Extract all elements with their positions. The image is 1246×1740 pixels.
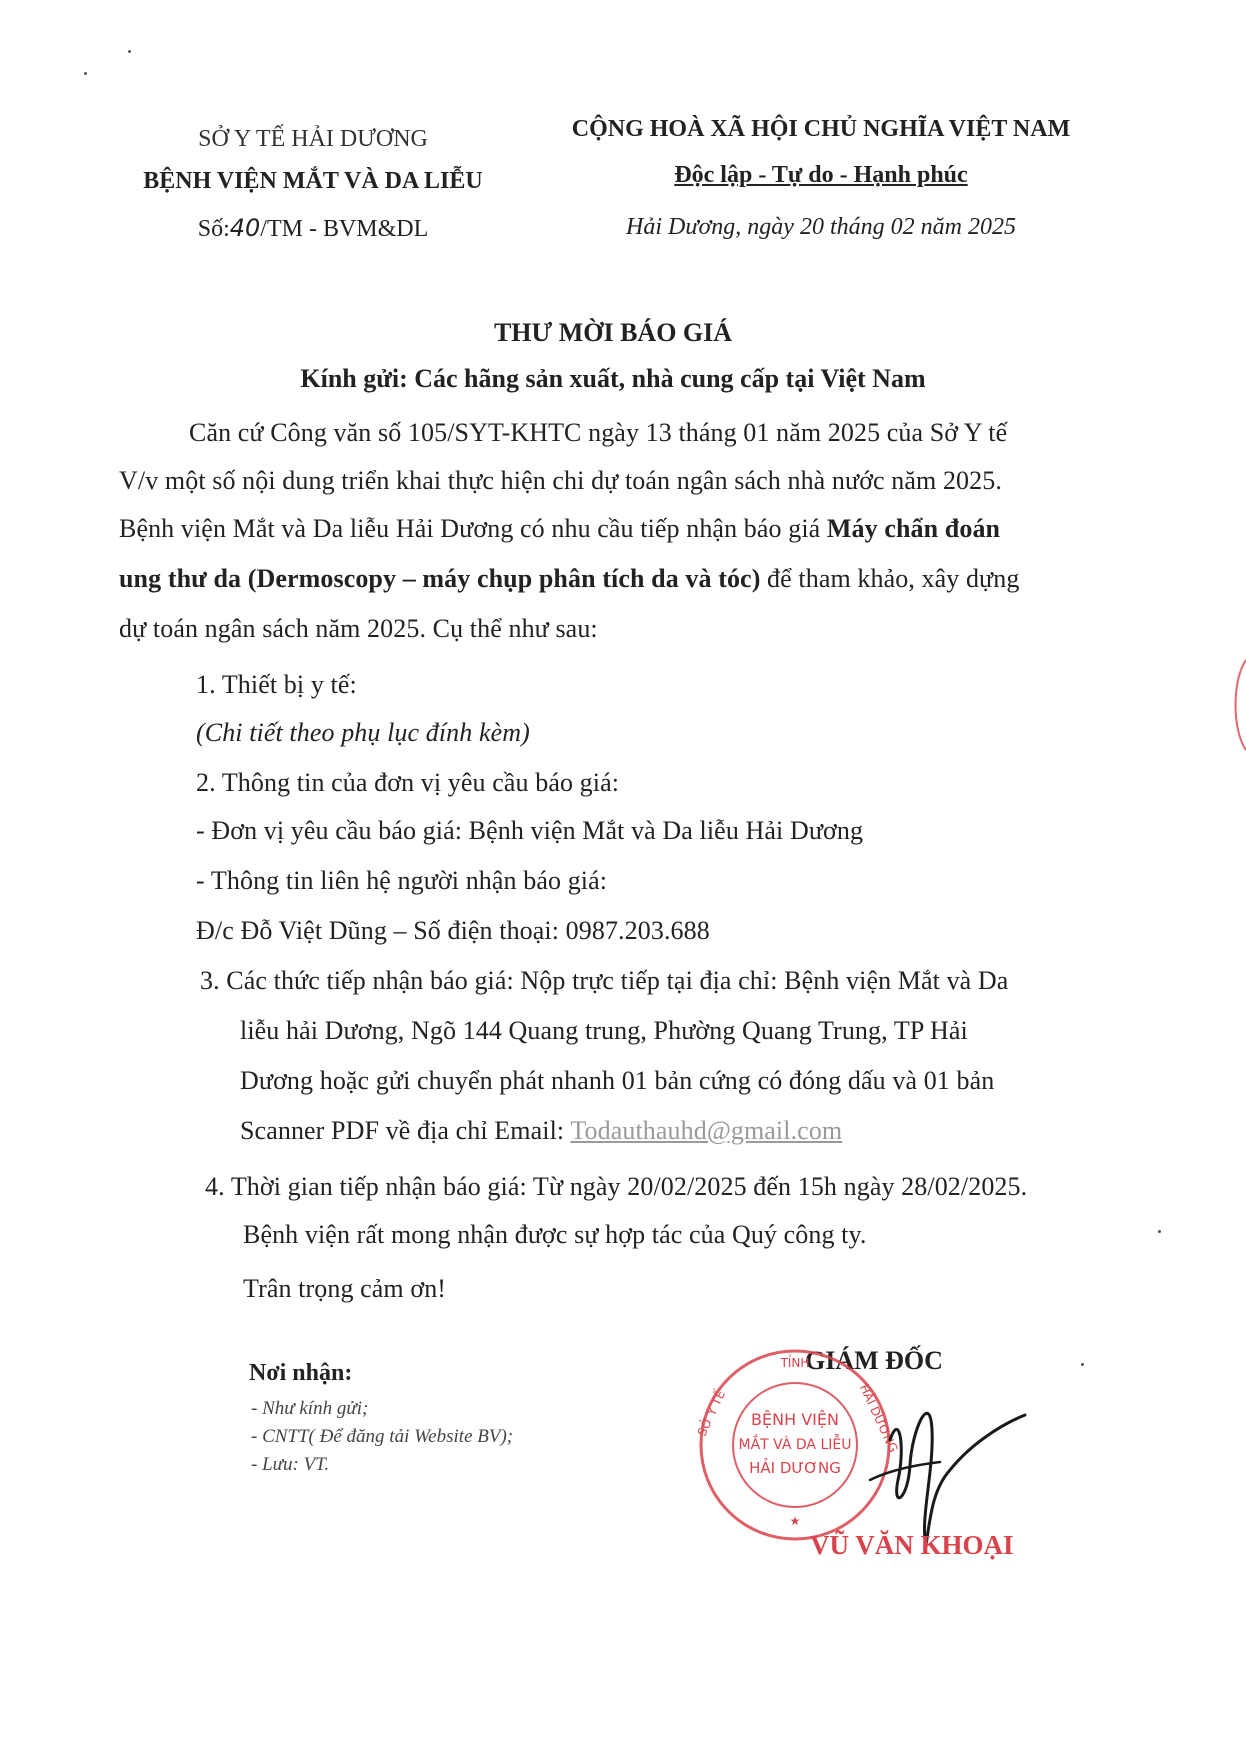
ministry-name: SỞ Y TẾ HẢI DƯƠNG [198, 126, 428, 152]
email-link[interactable]: Todauthauhd@gmail.com [570, 1116, 843, 1145]
item-2: 2. Thông tin của đơn vị yêu cầu báo giá: [196, 768, 620, 797]
body-line-5: dự toán ngân sách năm 2025. Cụ thể như sau: [119, 614, 598, 643]
recipient-1: - Như kính gửi; [251, 1398, 369, 1419]
item-3-line-1: 3. Các thức tiếp nhận báo giá: Nộp trực tiếp tại địa chỉ: Bệnh viện Mắt và Da [200, 966, 1009, 995]
salutation: Kính gửi: Các hãng sản xuất, nhà cung cấp tại Việt Nam [300, 364, 926, 393]
stamp-line-3: HẢI DƯƠNG [749, 1459, 841, 1477]
item-3-line-3: Dương hoặc gửi chuyển phát nhanh 01 bản cứng có đóng dấu và 01 bản [240, 1066, 995, 1095]
recipient-2: - CNTT( Để đăng tải Website BV); [251, 1426, 514, 1447]
device-name-part2: ung thư da (Dermoscopy – máy chụp phân tích da và tóc) [119, 564, 761, 593]
national-motto: Độc lập - Tự do - Hạnh phúc [674, 162, 968, 188]
item-2-contact-label: - Thông tin liên hệ người nhận báo giá: [196, 866, 608, 895]
doc-number-suffix: /TM - BVM&DL [260, 216, 429, 242]
scan-speck [1081, 1363, 1084, 1366]
place-date: Hải Dương, ngày 20 tháng 02 năm 2025 [626, 214, 1016, 240]
body-line-3-text: Bệnh viện Mắt và Da liễu Hải Dương có nhu cầu tiếp nhận báo giá [119, 514, 827, 543]
stamp-ring-left: SỞ Y TẾ [694, 1388, 728, 1439]
closing-2: Trân trọng cảm ơn! [243, 1274, 447, 1303]
item-2-contact: Đ/c Đỗ Việt Dũng – Số điện thoại: 0987.203.688 [196, 916, 710, 945]
stamp-line-1: BỆNH VIỆN [751, 1410, 839, 1429]
recipient-3: - Lưu: VT. [251, 1454, 330, 1475]
item-1: 1. Thiết bị y tế: [196, 670, 357, 699]
doc-number-prefix: Số: [197, 216, 230, 242]
body-line-4 [119, 564, 1019, 594]
item-3-email-label: Scanner PDF về địa chỉ Email: [240, 1116, 571, 1145]
closing-1: Bệnh viện rất mong nhận được sự hợp tác của Quý công ty. [243, 1220, 867, 1249]
body-line-1: Căn cứ Công văn số 105/SYT-KHTC ngày 13 tháng 01 năm 2025 của Sở Y tế [189, 418, 1008, 447]
scan-speck [1158, 1230, 1161, 1233]
scan-speck [84, 72, 87, 75]
document-number [198, 214, 429, 243]
svg-text:★: ★ [789, 1514, 801, 1528]
item-2-unit: - Đơn vị yêu cầu báo giá: Bệnh viện Mắt và Da liễu Hải Dương [196, 816, 864, 845]
item-1-note: (Chi tiết theo phụ lục đính kèm) [196, 718, 530, 747]
item-4: 4. Thời gian tiếp nhận báo giá: Từ ngày 20/02/2025 đến 15h ngày 28/02/2025. [205, 1172, 1028, 1201]
doc-number-handwritten: 40 [229, 214, 261, 242]
signer-name: VŨ VĂN KHOẠI [810, 1530, 1014, 1560]
item-3-line-2: liễu hải Dương, Ngõ 144 Quang trung, Phường Quang Trung, TP Hải [240, 1016, 968, 1045]
item-3-line-4 [240, 1116, 842, 1146]
edge-stamp-fragment [1230, 620, 1246, 820]
stamp-ring-top: TỈNH [780, 1356, 810, 1370]
stamp-ring-right: HẢI DƯƠNG [856, 1382, 901, 1455]
body-line-4-text: để tham khảo, xây dựng [760, 564, 1020, 593]
body-line-2: V/v một số nội dung triển khai thực hiện chi dự toán ngân sách nhà nước năm 2025. [119, 466, 1002, 495]
body-line-3 [119, 514, 1000, 544]
national-title: CỘNG HOÀ XÃ HỘI CHỦ NGHĨA VIỆT NAM [571, 116, 1071, 142]
device-name-part1: Máy chẩn đoán [826, 514, 1001, 543]
page-title: THƯ MỜI BÁO GIÁ [493, 318, 733, 347]
signer-position: GIÁM ĐỐC [805, 1346, 943, 1375]
hospital-name: BỆNH VIỆN MẮT VÀ DA LIỄU [143, 168, 483, 194]
scan-speck [128, 50, 131, 53]
recipients-heading: Nơi nhận: [249, 1360, 353, 1386]
stamp-line-2: MẮT VÀ DA LIỄU [738, 1437, 852, 1453]
